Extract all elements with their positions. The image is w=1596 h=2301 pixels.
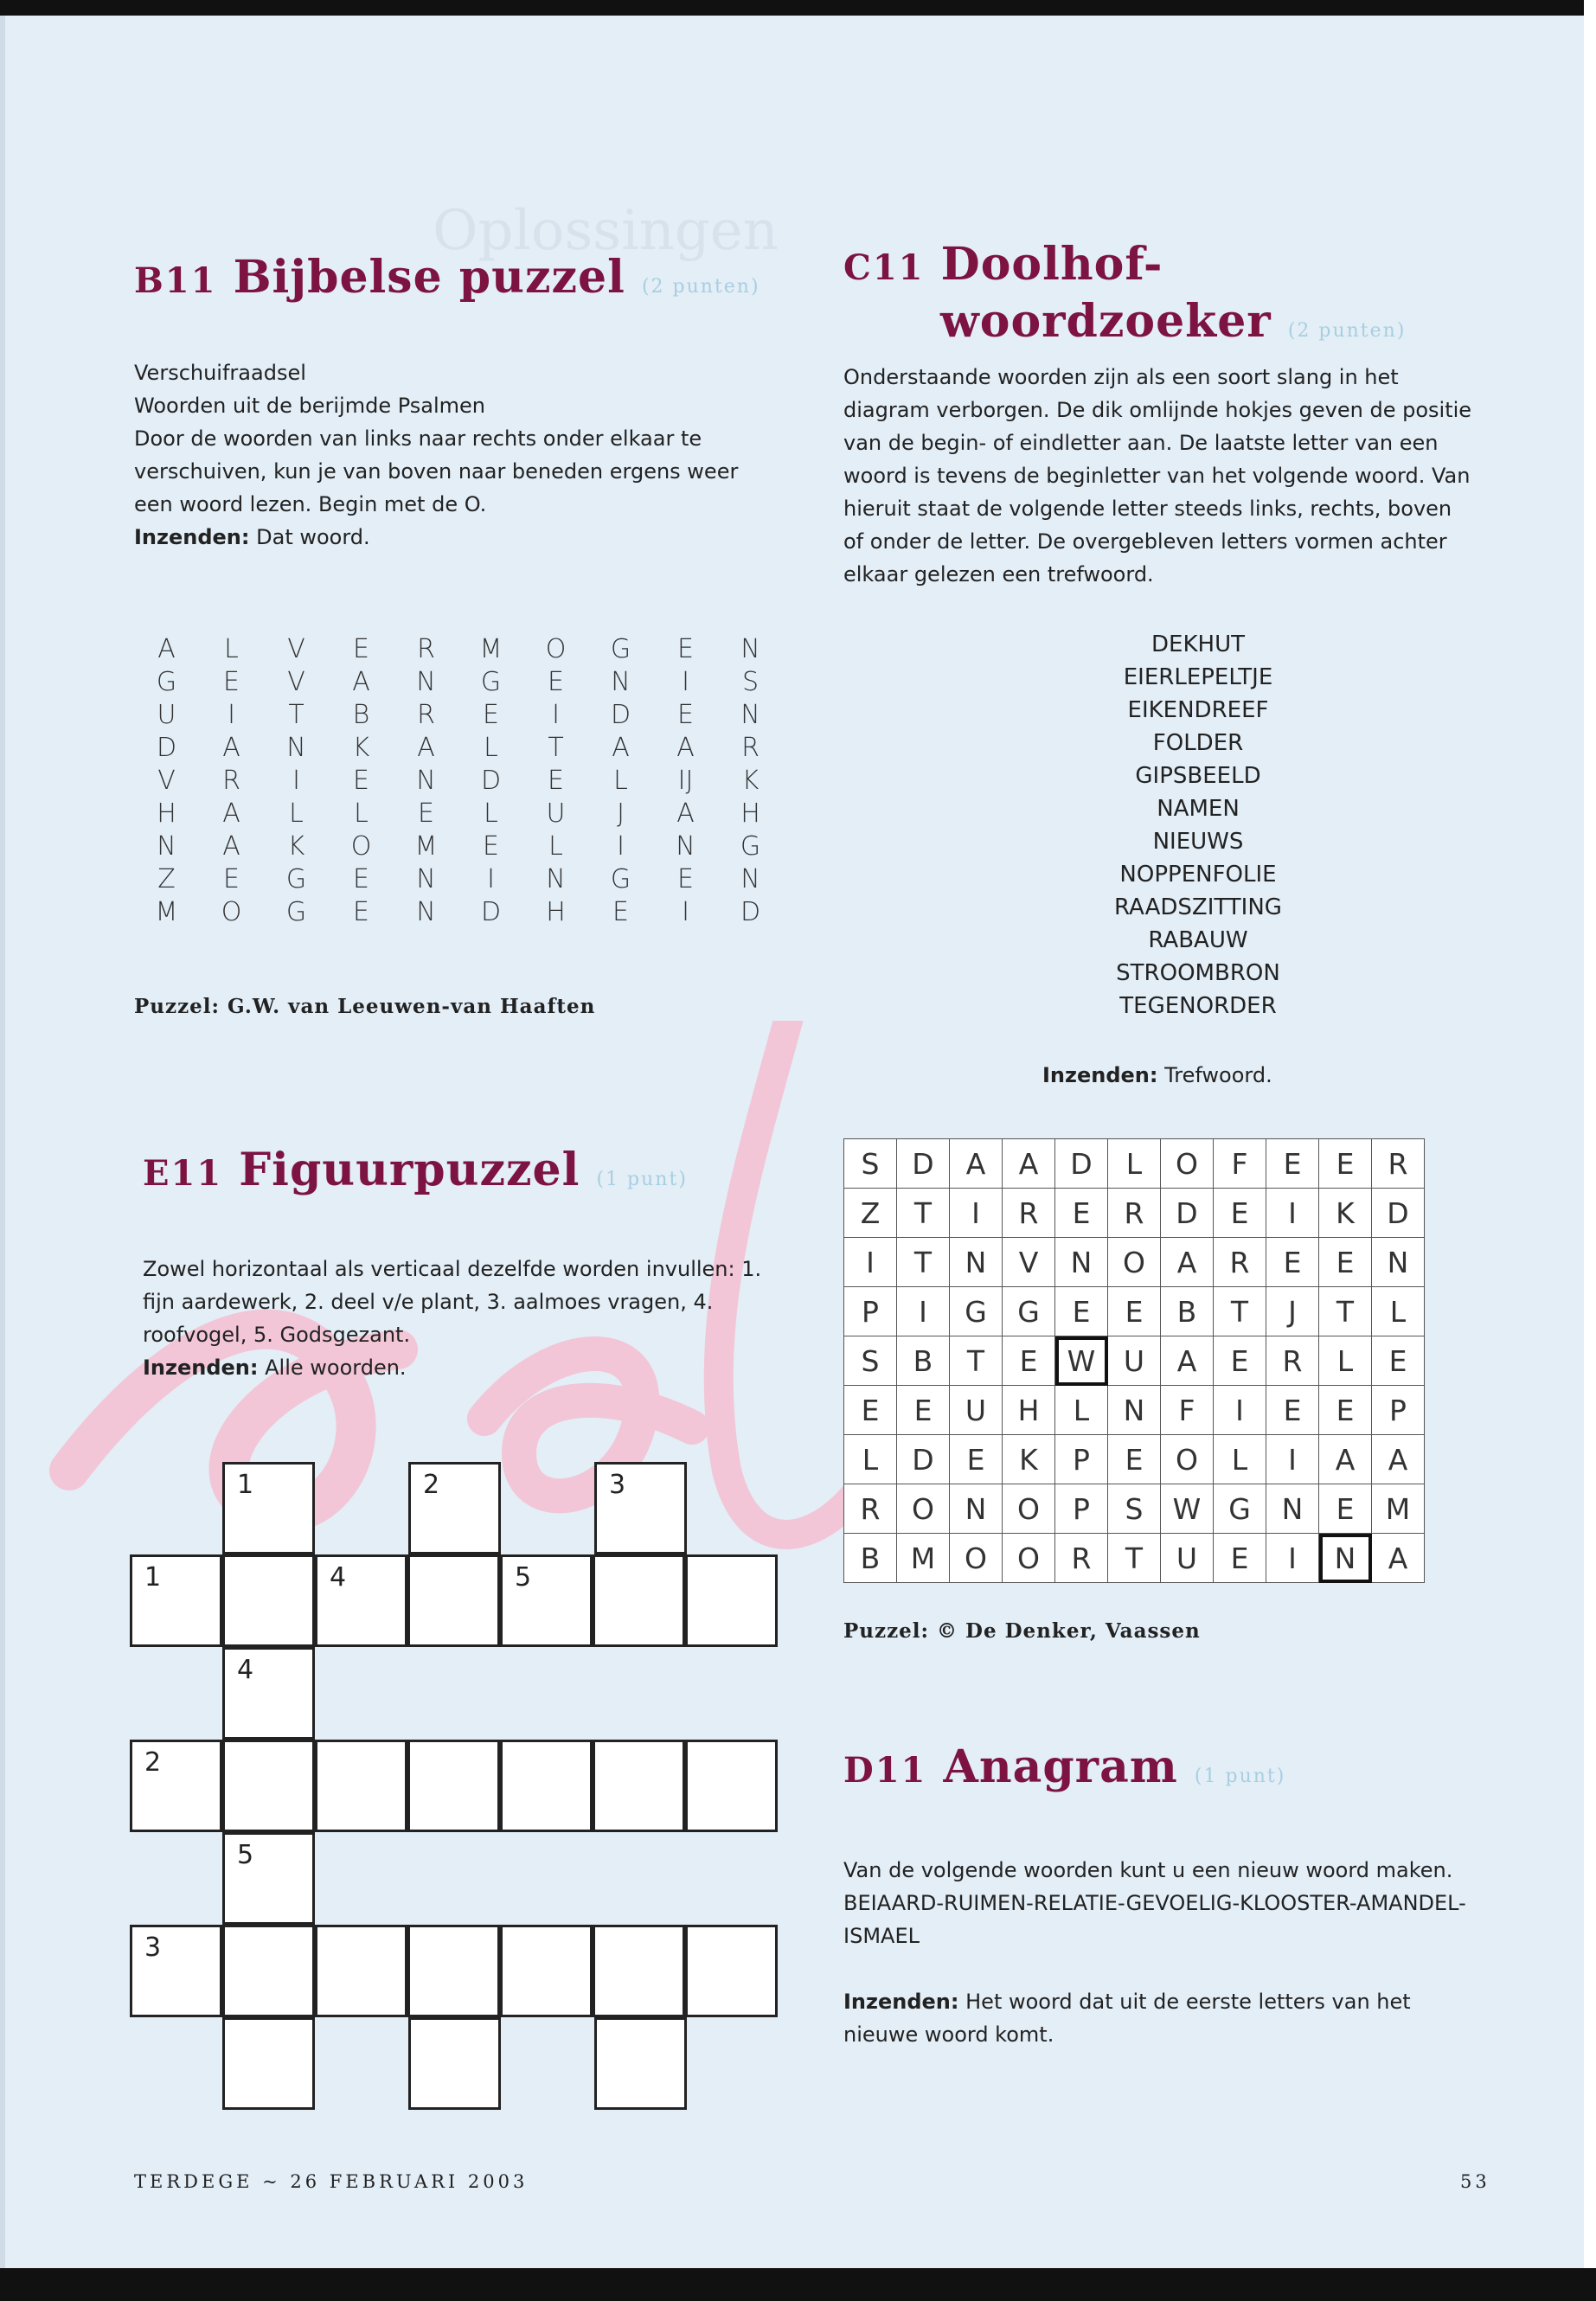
grid-letter: K [287, 831, 305, 862]
grid-letter: E [353, 864, 369, 894]
cell-number: 3 [609, 1470, 626, 1500]
grid-letter: L [354, 798, 369, 829]
maze-cell[interactable]: U [1161, 1534, 1214, 1583]
top-edge-bar [0, 0, 1596, 16]
maze-cell[interactable]: R [1055, 1534, 1108, 1583]
maze-cell[interactable]: P [1055, 1484, 1108, 1534]
maze-cell[interactable]: I [1266, 1189, 1319, 1238]
figure-cell[interactable] [500, 1740, 593, 1832]
maze-cell[interactable]: O [1161, 1139, 1214, 1189]
maze-row [844, 1287, 1425, 1336]
grid-letter: N [740, 864, 760, 894]
word-list-item: EIERLEPELTJE [1123, 664, 1273, 690]
b11-line: Verschuifraadsel [134, 361, 306, 385]
grid-letter: N [546, 864, 566, 894]
grid-letter: I [228, 700, 235, 730]
figure-cell[interactable] [685, 1554, 778, 1647]
figure-cell[interactable] [594, 2017, 687, 2110]
b11-points: (2 punten) [641, 276, 760, 298]
grid-letter: A [612, 733, 630, 763]
grid-letter: M [414, 831, 438, 862]
b11-line: Door de woorden van links naar rechts onder elkaar te verschuiven, kun je van boven naar beneden ergens weer een woord lezen. Begin met de O. [134, 426, 739, 516]
grid-letter: T [548, 733, 564, 763]
b11-letter-grid [134, 634, 783, 930]
maze-cell[interactable]: G [1214, 1484, 1266, 1534]
maze-cell[interactable]: S [844, 1139, 897, 1189]
maze-cell[interactable]: A [1003, 1139, 1055, 1189]
figure-cell[interactable] [685, 1740, 778, 1832]
maze-row [844, 1435, 1425, 1484]
maze-cell[interactable]: E [1003, 1336, 1055, 1386]
grid-letter: M [155, 897, 178, 927]
c11-word-list [1016, 628, 1380, 1022]
maze-cell[interactable]: R [844, 1484, 897, 1534]
maze-cell[interactable]: A [950, 1139, 1003, 1189]
submit-text: Dat woord. [249, 525, 370, 549]
grid-letter: I [292, 766, 300, 796]
maze-cell[interactable]: T [897, 1238, 950, 1287]
maze-cell[interactable]: A [1161, 1336, 1214, 1386]
grid-letter: N [740, 634, 760, 664]
maze-cell[interactable]: E [1214, 1189, 1266, 1238]
maze-cell[interactable]: B [844, 1534, 897, 1583]
maze-cell[interactable]: R [1266, 1336, 1319, 1386]
grid-letter: V [287, 667, 305, 697]
grid-letter: R [222, 766, 240, 796]
grid-letter: N [740, 700, 760, 730]
maze-cell[interactable]: P [1372, 1386, 1425, 1435]
grid-letter: N [416, 667, 436, 697]
b11-line: Woorden uit de berijmde Psalmen [134, 394, 486, 418]
maze-cell[interactable]: T [1108, 1534, 1161, 1583]
c11-submit [1042, 1059, 1272, 1092]
maze-cell[interactable]: E [1266, 1238, 1319, 1287]
grid-letter: L [289, 798, 304, 829]
maze-cell[interactable]: J [1266, 1287, 1319, 1336]
d11-words: BEIAARD-RUIMEN-RELATIE-GEVOELIG-KLOOSTER-AMANDEL-ISMAEL [843, 1891, 1466, 1948]
grid-letter: L [484, 798, 498, 829]
grid-letter: A [676, 798, 695, 829]
grid-letter: A [157, 634, 176, 664]
maze-row [844, 1534, 1425, 1583]
maze-cell[interactable]: O [1108, 1238, 1161, 1287]
word-list-item: STROOMBRON [1116, 960, 1280, 986]
maze-row [844, 1189, 1425, 1238]
figure-cell[interactable] [222, 2017, 315, 2110]
figure-cell[interactable] [315, 1925, 407, 2017]
grid-letter: E [677, 700, 694, 730]
grid-letter: G [610, 634, 631, 664]
grid-letter: N [157, 831, 176, 862]
maze-cell-marked[interactable]: W [1055, 1336, 1108, 1386]
maze-cell[interactable]: N [1055, 1238, 1108, 1287]
d11-title: Anagram [943, 1740, 1178, 1793]
grid-letter: V [157, 766, 176, 796]
figure-cell[interactable] [222, 1554, 315, 1647]
d11-code: D11 [843, 1750, 927, 1791]
figure-cell[interactable] [685, 1925, 778, 2017]
cell-number: 1 [144, 1562, 162, 1593]
maze-cell[interactable]: A [1161, 1238, 1214, 1287]
grid-letter: O [545, 634, 567, 664]
maze-cell[interactable]: E [1055, 1287, 1108, 1336]
word-list-item: TEGENORDER [1119, 993, 1277, 1019]
maze-cell[interactable]: O [950, 1534, 1003, 1583]
maze-cell[interactable]: E [1214, 1534, 1266, 1583]
maze-cell[interactable]: N [1108, 1386, 1161, 1435]
grid-letter: E [223, 864, 240, 894]
e11-instructions [143, 1253, 766, 1384]
grid-letter: E [353, 634, 369, 664]
grid-letter: A [676, 733, 695, 763]
c11-text: Onderstaande woorden zijn als een soort slang in het diagram verborgen. De dik omlijnde hokjes geven de positie van de begin- of eindletter aan. De laatste letter van een woord is tevens de beginletter van het volgende woord. Van hieruit staat de volgende letter steeds links, rechts, boven of onder de letter. De overgebleven letters vormen achter elkaar gelezen een trefwoord. [843, 365, 1472, 586]
figure-cell[interactable] [222, 1832, 315, 1925]
bottom-edge-bar [0, 2268, 1596, 2301]
grid-letter: G [285, 864, 307, 894]
grid-letter: D [740, 897, 761, 927]
grid-letter: H [157, 798, 176, 829]
maze-cell[interactable]: V [1003, 1238, 1055, 1287]
maze-cell[interactable]: B [897, 1336, 950, 1386]
maze-cell[interactable]: T [897, 1189, 950, 1238]
grid-letter: A [222, 798, 240, 829]
figure-cell[interactable] [130, 1554, 222, 1647]
e11-points: (1 punt) [596, 1169, 688, 1190]
figure-cell[interactable] [593, 1740, 685, 1832]
maze-cell[interactable]: E [1108, 1287, 1161, 1336]
cell-number: 5 [237, 1840, 254, 1870]
maze-cell[interactable]: O [1003, 1484, 1055, 1534]
maze-cell[interactable]: N [950, 1238, 1003, 1287]
maze-cell[interactable]: L [1055, 1386, 1108, 1435]
maze-cell[interactable]: I [1266, 1534, 1319, 1583]
maze-cell[interactable]: M [1372, 1484, 1425, 1534]
maze-cell[interactable]: T [950, 1336, 1003, 1386]
e11-title: Figuurpuzzel [239, 1144, 580, 1196]
maze-cell[interactable]: E [1319, 1238, 1372, 1287]
word-list-item: NAMEN [1157, 796, 1240, 822]
maze-cell[interactable]: R [1214, 1238, 1266, 1287]
b11-title: Bijbelse puzzel [233, 251, 625, 304]
grid-letter: N [611, 667, 631, 697]
maze-cell[interactable]: A [1372, 1435, 1425, 1484]
grid-letter: G [610, 864, 631, 894]
maze-cell[interactable]: D [1055, 1139, 1108, 1189]
maze-cell[interactable]: G [1003, 1287, 1055, 1336]
c11-title-line1: Doolhof- [940, 238, 1163, 291]
figure-cell[interactable] [407, 1925, 500, 2017]
grid-letter: L [613, 766, 628, 796]
grid-letter: E [548, 766, 564, 796]
maze-cell[interactable]: L [1319, 1336, 1372, 1386]
maze-cell[interactable]: L [1214, 1435, 1266, 1484]
cell-number: 3 [144, 1932, 162, 1963]
word-list-item: NOPPENFOLIE [1119, 862, 1277, 888]
submit-label: Inzenden: [843, 1990, 959, 2014]
grid-letter: D [156, 733, 177, 763]
maze-cell[interactable]: I [1266, 1435, 1319, 1484]
grid-letter: A [222, 831, 240, 862]
c11-instructions [843, 361, 1475, 591]
grid-letter: D [610, 700, 631, 730]
grid-letter: T [288, 700, 304, 730]
cell-number: 2 [423, 1470, 440, 1500]
maze-cell[interactable]: L [844, 1435, 897, 1484]
maze-cell[interactable]: E [1372, 1336, 1425, 1386]
grid-letter: A [352, 667, 370, 697]
grid-letter: D [480, 766, 502, 796]
grid-letter: L [484, 733, 498, 763]
submit-label: Inzenden: [134, 525, 250, 549]
grid-letter: O [221, 897, 242, 927]
page-number: 53 [1460, 2171, 1490, 2192]
maze-cell[interactable]: E [1319, 1386, 1372, 1435]
submit-text: Trefwoord. [1157, 1063, 1272, 1087]
grid-letter: R [417, 700, 435, 730]
grid-letter: K [741, 766, 760, 796]
grid-letter: L [548, 831, 563, 862]
maze-cell[interactable]: E [897, 1386, 950, 1435]
grid-letter: E [677, 634, 694, 664]
maze-cell[interactable]: S [1108, 1484, 1161, 1534]
figure-cell[interactable] [222, 1647, 315, 1740]
maze-cell[interactable]: E [1108, 1435, 1161, 1484]
maze-cell[interactable]: I [844, 1238, 897, 1287]
figure-cell[interactable] [315, 1554, 407, 1647]
cell-number: 4 [330, 1562, 347, 1593]
submit-text: Alle woorden. [258, 1356, 407, 1380]
grid-letter: A [222, 733, 240, 763]
grid-letter: B [352, 700, 370, 730]
maze-cell[interactable]: O [1161, 1435, 1214, 1484]
figure-cell[interactable] [594, 1462, 687, 1554]
right-edge-strip [1584, 0, 1596, 2301]
word-list-item: RAADSZITTING [1114, 894, 1282, 920]
figure-cell[interactable] [407, 1740, 500, 1832]
maze-cell[interactable]: I [1214, 1386, 1266, 1435]
maze-cell[interactable]: P [844, 1287, 897, 1336]
grid-letter: R [741, 733, 760, 763]
maze-cell[interactable]: U [1108, 1336, 1161, 1386]
c11-maze-grid [843, 1138, 1425, 1583]
maze-cell[interactable]: N [950, 1484, 1003, 1534]
maze-cell[interactable]: A [1372, 1534, 1425, 1583]
grid-letter: G [156, 667, 177, 697]
maze-cell[interactable]: D [1161, 1189, 1214, 1238]
cell-number: 4 [237, 1655, 254, 1685]
b11-heading [134, 251, 760, 304]
grid-letter: E [612, 897, 629, 927]
grid-letter: E [677, 864, 694, 894]
figure-cell[interactable] [593, 1925, 685, 2017]
grid-letter: N [416, 766, 436, 796]
grid-letter: H [546, 897, 566, 927]
maze-cell[interactable]: L [1372, 1287, 1425, 1336]
grid-letter: U [546, 798, 566, 829]
maze-cell[interactable]: F [1214, 1139, 1266, 1189]
maze-cell[interactable]: E [1214, 1336, 1266, 1386]
grid-letter: E [548, 667, 564, 697]
cell-number: 2 [144, 1747, 162, 1778]
grid-letter: N [286, 733, 306, 763]
figure-cell[interactable] [222, 1740, 315, 1832]
maze-cell[interactable]: K [1319, 1189, 1372, 1238]
grid-letter: E [353, 766, 369, 796]
maze-cell[interactable]: T [1214, 1287, 1266, 1336]
maze-cell[interactable]: D [897, 1139, 950, 1189]
maze-row [844, 1139, 1425, 1189]
figure-cell[interactable] [130, 1740, 222, 1832]
maze-cell[interactable]: G [950, 1287, 1003, 1336]
maze-cell[interactable]: E [1055, 1189, 1108, 1238]
page-edge [0, 16, 5, 2268]
cell-number: 1 [237, 1470, 254, 1500]
grid-letter: S [741, 667, 760, 697]
grid-letter: I [682, 897, 689, 927]
maze-cell[interactable]: T [1319, 1287, 1372, 1336]
maze-cell[interactable]: E [950, 1435, 1003, 1484]
c11-heading [843, 238, 1406, 358]
grid-letter: E [418, 798, 434, 829]
submit-label: Inzenden: [143, 1356, 259, 1380]
maze-cell[interactable]: F [1161, 1386, 1214, 1435]
maze-cell[interactable]: K [1003, 1435, 1055, 1484]
grid-letter: A [417, 733, 435, 763]
maze-cell[interactable]: E [844, 1386, 897, 1435]
grid-letter: R [417, 634, 435, 664]
maze-cell[interactable]: S [844, 1336, 897, 1386]
maze-row [844, 1238, 1425, 1287]
grid-letter: E [353, 897, 369, 927]
c11-credit: Puzzel: © De Denker, Vaassen [843, 1619, 1201, 1643]
grid-letter: I [617, 831, 625, 862]
grid-letter: U [157, 700, 176, 730]
figure-cell[interactable] [407, 1554, 500, 1647]
maze-cell[interactable]: H [1003, 1386, 1055, 1435]
b11-credit: Puzzel: G.W. van Leeuwen-van Haaften [134, 995, 596, 1018]
e11-code: E11 [143, 1153, 223, 1194]
word-list-item: NIEUWS [1152, 829, 1244, 855]
cell-number: 5 [515, 1562, 532, 1593]
b11-instructions [134, 356, 757, 554]
maze-cell[interactable]: D [897, 1435, 950, 1484]
maze-cell[interactable]: R [1003, 1189, 1055, 1238]
grid-letter: H [740, 798, 760, 829]
d11-heading [843, 1740, 1285, 1793]
b11-submit [134, 521, 757, 554]
grid-letter: Z [157, 864, 176, 894]
e11-text: Zowel horizontaal als verticaal dezelfde worden invullen: 1. fijn aardewerk, 2. deel v/e plant, 3. aalmoes vragen, 4. roofvogel, 5. Godsgezant. [143, 1257, 762, 1347]
grid-letter: G [740, 831, 761, 862]
grid-letter: K [352, 733, 370, 763]
figure-cell[interactable] [500, 1925, 593, 2017]
word-list-item: FOLDER [1152, 730, 1244, 756]
grid-letter: J [617, 798, 625, 829]
figure-cell[interactable] [408, 1462, 501, 1554]
figure-cell[interactable] [593, 1554, 685, 1647]
maze-cell[interactable]: E [1319, 1484, 1372, 1534]
maze-cell[interactable]: W [1161, 1484, 1214, 1534]
c11-title-line2: woordzoeker [940, 295, 1272, 348]
maze-cell[interactable]: E [1266, 1386, 1319, 1435]
word-list-item: RABAUW [1148, 927, 1248, 953]
maze-cell[interactable]: B [1161, 1287, 1214, 1336]
maze-cell[interactable]: M [897, 1534, 950, 1583]
figure-cell[interactable] [222, 1925, 315, 2017]
grid-letter: I [682, 667, 689, 697]
footer-issue: TERDEGE ~ 26 FEBRUARI 2003 [134, 2171, 529, 2192]
grid-letter: N [676, 831, 695, 862]
d11-points: (1 punt) [1194, 1766, 1286, 1787]
word-list-item: GIPSBEELD [1135, 763, 1261, 789]
figure-cell[interactable] [315, 1740, 407, 1832]
submit-text: Het woord dat uit de eerste letters van het nieuwe woord komt. [843, 1990, 1411, 2047]
grid-letter: I [487, 864, 495, 894]
grid-letter: I [552, 700, 560, 730]
submit-label: Inzenden: [1042, 1063, 1158, 1087]
maze-cell[interactable]: P [1055, 1435, 1108, 1484]
maze-cell[interactable]: E [1266, 1139, 1319, 1189]
maze-cell[interactable]: D [1372, 1189, 1425, 1238]
grid-letter: E [223, 667, 240, 697]
maze-row [844, 1484, 1425, 1534]
figure-cell[interactable] [130, 1925, 222, 2017]
maze-cell[interactable]: I [950, 1189, 1003, 1238]
figure-cell[interactable] [408, 2017, 501, 2110]
grid-letter: V [287, 634, 305, 664]
maze-cell[interactable]: R [1372, 1139, 1425, 1189]
maze-cell[interactable]: U [950, 1386, 1003, 1435]
maze-row [844, 1336, 1425, 1386]
ghost-heading: Oplossingen [433, 199, 779, 263]
e11-heading [143, 1144, 688, 1196]
word-list-item: EIKENDREEF [1127, 697, 1269, 723]
maze-cell[interactable]: L [1108, 1139, 1161, 1189]
maze-cell[interactable]: O [1003, 1534, 1055, 1583]
grid-letter: O [350, 831, 372, 862]
c11-code: C11 [843, 247, 925, 288]
maze-cell[interactable]: N [1266, 1484, 1319, 1534]
maze-cell[interactable]: R [1108, 1189, 1161, 1238]
maze-row [844, 1386, 1425, 1435]
grid-letter: N [416, 897, 436, 927]
c11-points: (2 punten) [1287, 320, 1407, 342]
maze-cell[interactable]: E [1319, 1139, 1372, 1189]
word-list-item: DEKHUT [1151, 631, 1245, 657]
grid-letter: IJ [677, 766, 694, 796]
maze-cell[interactable]: N [1372, 1238, 1425, 1287]
maze-cell[interactable]: Z [844, 1189, 897, 1238]
grid-letter: M [479, 634, 503, 664]
grid-letter: N [416, 864, 436, 894]
grid-letter: E [483, 700, 499, 730]
figure-cell[interactable] [222, 1462, 315, 1554]
b11-code: B11 [134, 260, 217, 301]
grid-letter: G [285, 897, 307, 927]
grid-letter: E [483, 831, 499, 862]
maze-cell-marked[interactable]: N [1319, 1534, 1372, 1583]
figure-cell[interactable] [500, 1554, 593, 1647]
maze-cell[interactable]: A [1319, 1435, 1372, 1484]
grid-letter: D [480, 897, 502, 927]
grid-letter: G [480, 667, 502, 697]
d11-text: Van de volgende woorden kunt u een nieuw woord maken. [843, 1858, 1453, 1882]
maze-cell[interactable]: I [897, 1287, 950, 1336]
d11-instructions [843, 1854, 1484, 2051]
grid-letter: L [224, 634, 239, 664]
maze-cell[interactable]: O [897, 1484, 950, 1534]
